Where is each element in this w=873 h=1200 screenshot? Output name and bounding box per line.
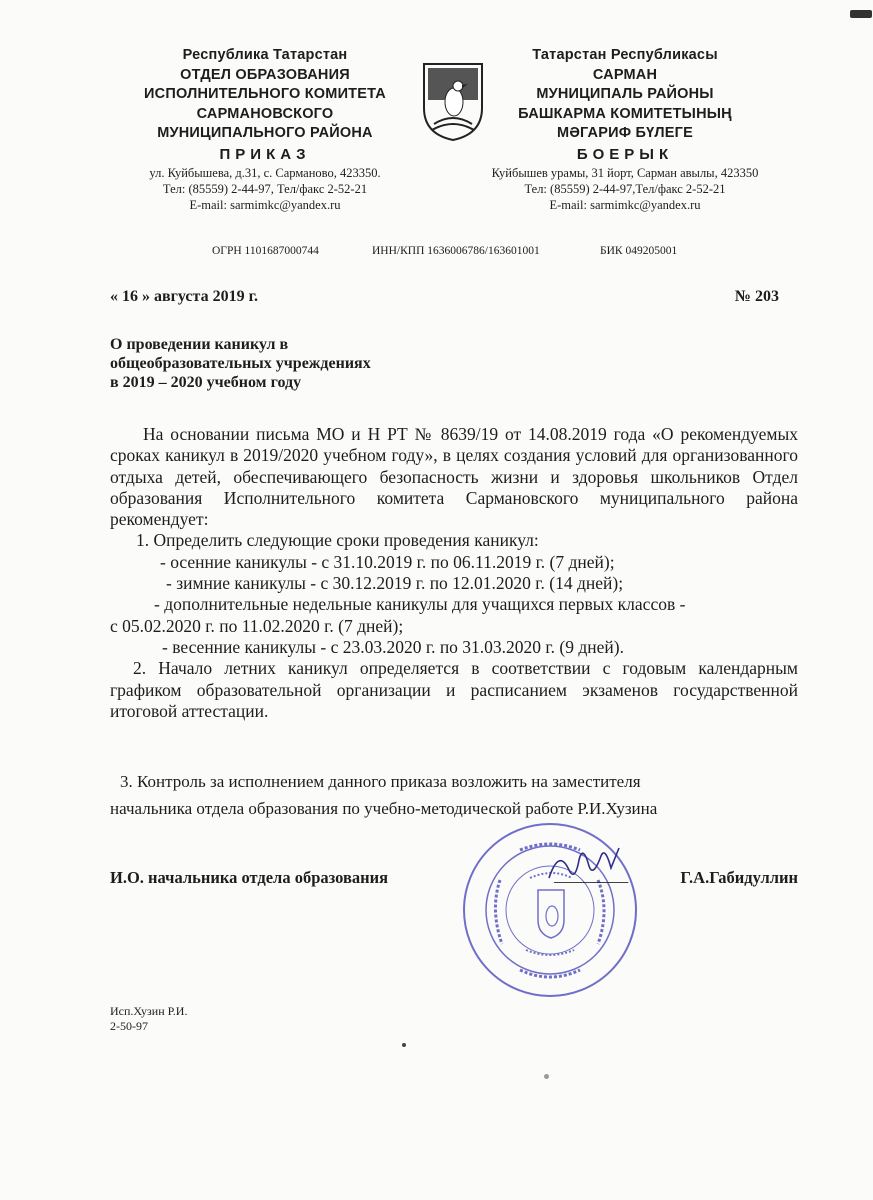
ogrn: ОГРН 1101687000744 bbox=[212, 245, 319, 257]
subject-line: общеобразовательных учреждениях bbox=[110, 355, 371, 372]
phone-left: Тел: (85559) 2-44-97, Тел/факс 2-52-21 bbox=[162, 181, 368, 196]
header-left bbox=[110, 46, 420, 213]
doc-type-right: БОЕРЫК bbox=[576, 145, 674, 163]
header-right-line: БАШКАРМА КОМИТЕТЫНЫҢ bbox=[518, 105, 732, 122]
bik: БИК 049205001 bbox=[600, 245, 678, 257]
executor-info bbox=[110, 1004, 187, 1034]
header-left-line: МУНИЦИПАЛЬНОГО РАЙОНА bbox=[157, 125, 373, 141]
subject-line: в 2019 – 2020 учебном году bbox=[110, 374, 302, 391]
extra-holidays: - дополнительные недельные каникулы для учащихся первых классов - bbox=[154, 594, 686, 615]
spring-holidays: - весенние каникулы - с 23.03.2020 г. по 31.03.2020 г. (9 дней). bbox=[162, 636, 624, 657]
scan-speck bbox=[402, 1043, 406, 1047]
scan-speck bbox=[544, 1074, 549, 1079]
extra-holidays-dates: с 05.02.2020 г. по 11.02.2020 г. (7 дней); bbox=[110, 615, 404, 636]
phone-right: Тел: (85559) 2-44-97,Тел/факс 2-52-21 bbox=[524, 181, 726, 196]
order-date: « 16 » августа 2019 г. bbox=[110, 288, 259, 305]
header-right bbox=[470, 46, 780, 213]
executor-name: Исп.Хузин Р.И. bbox=[110, 1004, 188, 1018]
signature-line: _________ bbox=[554, 866, 629, 885]
header-left-line: Республика Татарстан bbox=[182, 47, 348, 63]
header-left-line: ОТДЕЛ ОБРАЗОВАНИЯ bbox=[180, 66, 350, 83]
header-right-line: МӘГАРИФ БҮЛЕГЕ bbox=[557, 125, 693, 141]
header-right-line: МУНИЦИПАЛЬ РАЙОНЫ bbox=[536, 86, 714, 102]
executor-phone: 2-50-97 bbox=[110, 1019, 148, 1033]
order-subject bbox=[110, 335, 371, 392]
handwritten-signature bbox=[545, 838, 625, 888]
header-left-line: САРМАНОВСКОГО bbox=[196, 105, 334, 122]
header-right-line: Татарстан Республикасы bbox=[532, 47, 718, 63]
item-3-line: 3. Контроль за исполнением данного приказа возложить на заместителя bbox=[120, 772, 641, 791]
email-left: E-mail: sarmimkc@yandex.ru bbox=[189, 197, 341, 212]
header-right-line: САРМАН bbox=[592, 66, 658, 83]
address-left: ул. Куйбышева, д.31, с. Сарманово, 423350. bbox=[149, 165, 381, 180]
item-2: 2. Начало летних каникул определяется в соответствии с годовым календарным графиком образовательной организации и расписанием экзаменов государственной итоговой аттестации. bbox=[110, 658, 798, 721]
inn-kpp: ИНН/КПП 1636006786/163601001 bbox=[372, 245, 540, 257]
address-right: Куйбышев урамы, 31 йорт, Сарман авылы, 423350 bbox=[491, 165, 759, 180]
autumn-holidays: - осенние каникулы - с 31.10.2019 г. по 06.11.2019 г. (7 дней); bbox=[160, 551, 615, 572]
email-right: E-mail: sarmimkc@yandex.ru bbox=[549, 197, 701, 212]
order-number: № 203 bbox=[734, 288, 779, 305]
signatory-position: И.О. начальника отдела образования bbox=[110, 868, 389, 887]
signature-row bbox=[110, 868, 798, 888]
item-3 bbox=[110, 768, 657, 822]
intro-paragraph: На основании письма МО и Н РТ № 8639/19 от 14.08.2019 года «О рекомендуемых сроках каникул в 2019/2020 учебном году», в целях создания условий для организованного отдыха детей, обеспечивающего безопасность жизни и здоровья школьников Отдел образования Исполнительного комитета Сармановского муниципального района рекомендует: bbox=[110, 424, 798, 530]
doc-type-left: ПРИКАЗ bbox=[219, 145, 311, 163]
header-left-line: ИСПОЛНИТЕЛЬНОГО КОМИТЕТА bbox=[144, 86, 386, 102]
subject-line: О проведении каникул в bbox=[110, 336, 289, 353]
winter-holidays: - зимние каникулы - с 30.12.2019 г. по 12.01.2020 г. (14 дней); bbox=[166, 573, 624, 594]
item-1: 1. Определить следующие сроки проведения каникул: bbox=[136, 530, 539, 551]
item-3-line: начальника отдела образования по учебно-методической работе Р.И.Хузина bbox=[110, 799, 658, 818]
order-body bbox=[110, 424, 798, 722]
scan-edge-mark bbox=[850, 10, 872, 18]
signatory-name: Г.А.Габидуллин bbox=[680, 868, 798, 887]
